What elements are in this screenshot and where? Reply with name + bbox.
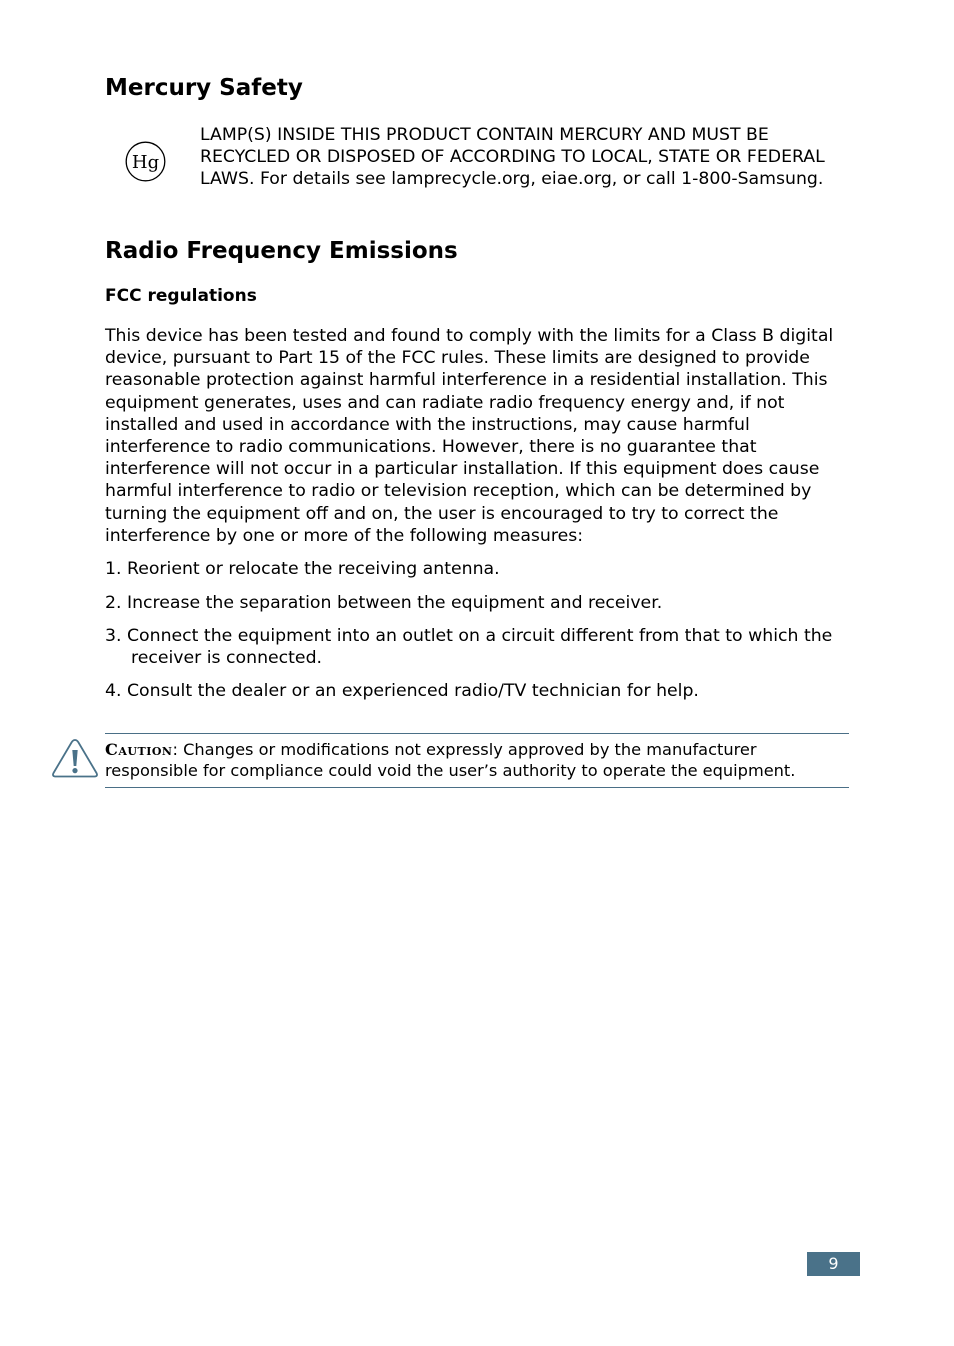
measure-list-item: 2. Increase the separation between the equipment and receiver.	[105, 593, 663, 613]
fcc-paragraph: This device has been tested and found to comply with the limits for a Class B digital device, pursuant to Part 15 of the FCC rules. These limits are designed to provide reasonable protection against harmful interference in a residential installation. This equipment generates, uses and can radiate radio frequency energy and, if not installed and used in accordance with the instructions, may cause harmful interference to radio communications. However, there is no guarantee that interference will not occur in a particular installation. If this equipment does cause harmful interference to radio or television reception, which can be determined by turning the equipment off and on, the user is encouraged to try to correct the interference by one or more of the following measures:	[105, 326, 834, 546]
radio-frequency-heading: Radio Frequency Emissions	[105, 238, 458, 264]
mercury-safety-heading: Mercury Safety	[105, 75, 303, 101]
caution-warning-icon	[50, 737, 100, 779]
mercury-hg-icon	[125, 141, 166, 182]
caution-label: Caution	[105, 740, 173, 759]
fcc-regulations-subheading: FCC regulations	[105, 286, 257, 306]
mercury-notice-text: LAMP(S) INSIDE THIS PRODUCT CONTAIN MERCURY AND MUST BE RECYCLED OR DISPOSED OF ACCORDING TO LOCAL, STATE OR FEDERAL LAWS. For details see lamprecycle.org, eiae.org, or call 1-800-Samsung.	[200, 125, 825, 190]
page-number: 9	[807, 1252, 860, 1276]
measure-list-item: 4. Consult the dealer or an experienced radio/TV technician for help.	[105, 681, 699, 701]
measure-list-item: 1. Reorient or relocate the receiving antenna.	[105, 559, 500, 579]
caution-message: : Changes or modifications not expressly approved by the manufacturer responsible for compliance could void the user’s authority to operate the equipment.	[105, 740, 796, 780]
hg-icon-label: Hg	[131, 152, 160, 173]
caution-text	[105, 739, 849, 781]
caution-box	[105, 733, 849, 788]
measure-list-item: 3. Connect the equipment into an outlet on a circuit different from that to which the receiver is connected.	[105, 626, 833, 669]
